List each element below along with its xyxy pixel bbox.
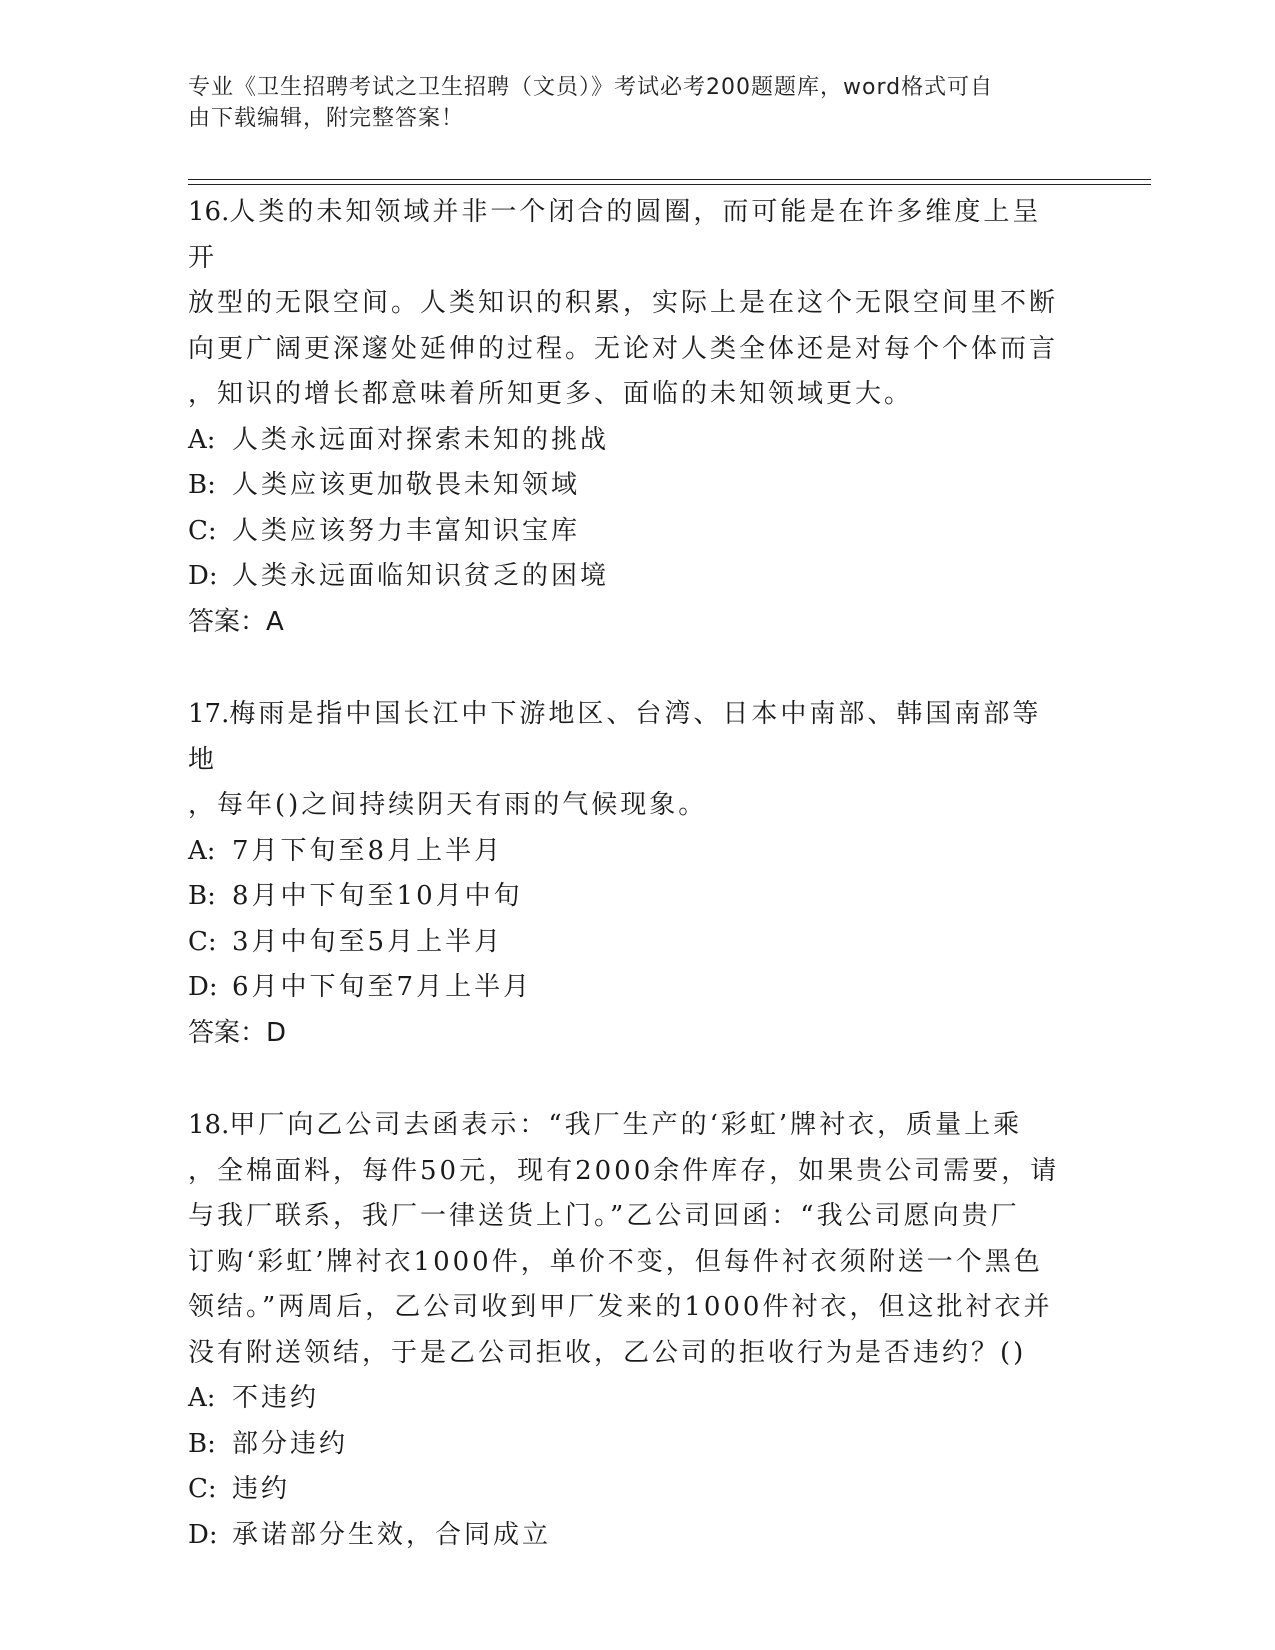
question-stem-line: ，每年()之间持续阴天有雨的气候现象。 bbox=[188, 790, 708, 820]
option-b: B: 部分违约 bbox=[188, 1428, 349, 1459]
option-c: C: 违约 bbox=[188, 1474, 291, 1504]
option-b: B: 8月中下旬至10月中旬 bbox=[188, 881, 523, 911]
question-number: 16. bbox=[188, 197, 230, 227]
question-list bbox=[188, 186, 1068, 1558]
option-d: D: 6月中下旬至7月上半月 bbox=[188, 972, 533, 1002]
option-a: A: 不违约 bbox=[188, 1383, 320, 1413]
header-divider-top bbox=[188, 179, 1151, 180]
question-number: 17. bbox=[188, 699, 230, 729]
option-c: C: 人类应该努力丰富知识宝库 bbox=[188, 515, 581, 546]
answer-line: 答案：D bbox=[188, 1017, 287, 1048]
question-stem-line: 没有附送领结，于是乙公司拒收，乙公司的拒收行为是否违约？() bbox=[188, 1337, 1027, 1368]
header-divider-bottom bbox=[188, 184, 1151, 185]
question-stem-line: 向更广阔更深邃处延伸的过程。无论对人类全体还是对每个个体而言 bbox=[188, 333, 1059, 364]
question-stem-line: 17.梅雨是指中国长江中下游地区、台湾、日本中南部、韩国南部等地 bbox=[188, 699, 1042, 775]
question-stem bbox=[188, 186, 1068, 418]
header-line-2: 由下载编辑，附完整答案！ bbox=[188, 106, 465, 131]
question-number: 18. bbox=[188, 1110, 230, 1140]
option-c: C: 3月中旬至5月上半月 bbox=[188, 926, 504, 957]
question-stem-line: 18.甲厂向乙公司去函表示：“我厂生产的‘彩虹’牌衬衣，质量上乘 bbox=[188, 1110, 1023, 1140]
question-stem-line: 订购‘彩虹’牌衬衣1000件，单价不变，但每件衬衣须附送一个黑色 bbox=[188, 1246, 1043, 1277]
document-header bbox=[188, 72, 1068, 134]
answer-line: 答案：A bbox=[188, 606, 284, 637]
header-line-1: 专业《卫生招聘考试之卫生招聘（文员）》考试必考200题题库，word格式可自 bbox=[188, 75, 994, 100]
question-stem-line: 与我厂联系，我厂一律送货上门。”乙公司回函：“我公司愿向贵厂 bbox=[188, 1201, 1020, 1231]
option-a: A: 人类永远面对探索未知的挑战 bbox=[188, 424, 610, 455]
question-stem-line: 放型的无限空间。人类知识的积累，实际上是在这个无限空间里不断 bbox=[188, 288, 1059, 318]
option-b: B: 人类应该更加敬畏未知领域 bbox=[188, 470, 581, 500]
question-spacer bbox=[188, 645, 1068, 688]
option-d: D: 承诺部分生效，合同成立 bbox=[188, 1519, 552, 1550]
question-stem-line: ，全棉面料，每件50元，现有2000余件库存，如果贵公司需要，请 bbox=[188, 1155, 1060, 1186]
question-18 bbox=[188, 1099, 1068, 1558]
question-stem-line: ，知识的增长都意味着所知更多、面临的未知领域更大。 bbox=[188, 379, 914, 409]
question-stem-line: 16.人类的未知领域并非一个闭合的圆圈，而可能是在许多维度上呈开 bbox=[188, 197, 1042, 273]
question-stem-line: 领结。”两周后，乙公司收到甲厂发来的1000件衬衣，但这批衬衣并 bbox=[188, 1292, 1053, 1322]
question-stem bbox=[188, 1099, 1068, 1376]
question-17 bbox=[188, 688, 1068, 1056]
question-16 bbox=[188, 186, 1068, 645]
question-stem bbox=[188, 688, 1068, 829]
option-a: A: 7月下旬至8月上半月 bbox=[188, 835, 504, 866]
question-spacer bbox=[188, 1056, 1068, 1099]
option-d: D: 人类永远面临知识贫乏的困境 bbox=[188, 561, 610, 591]
